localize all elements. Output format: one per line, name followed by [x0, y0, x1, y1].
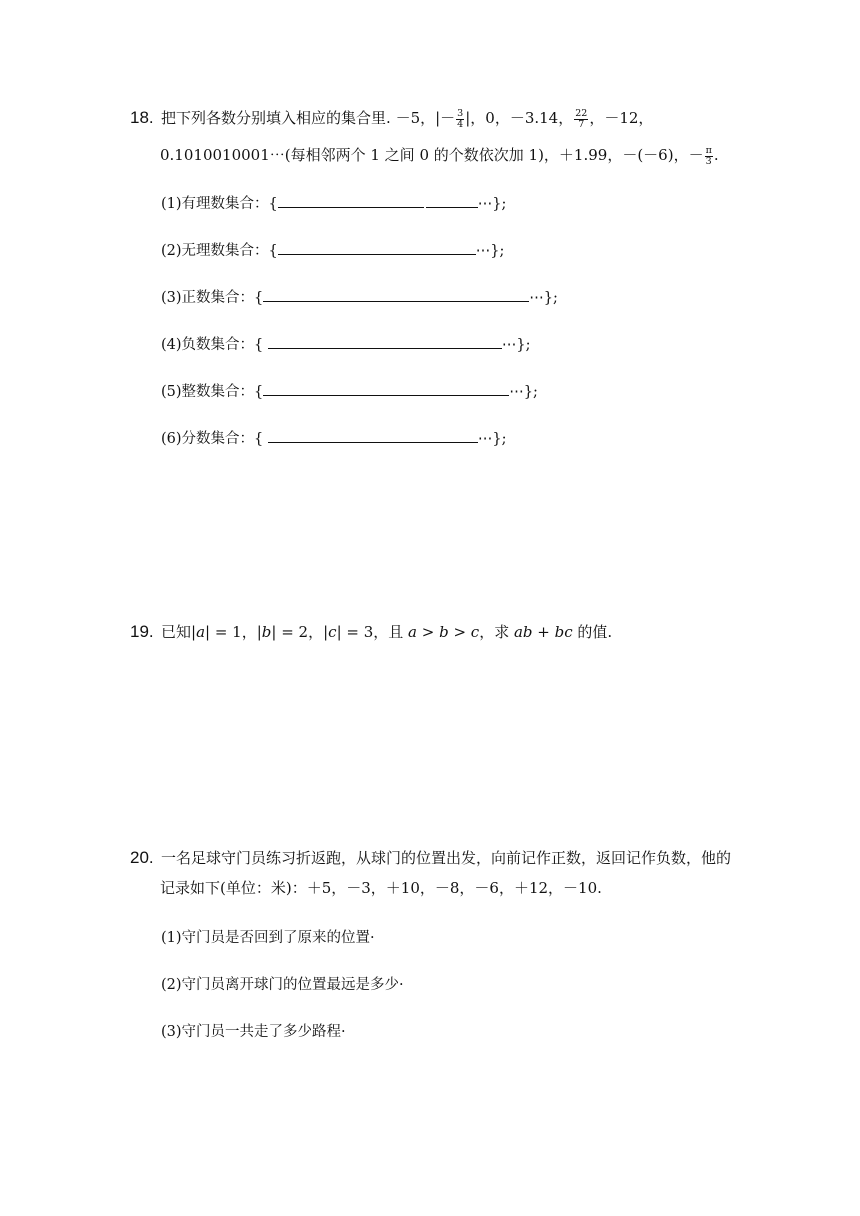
set-item-negative: (4)负数集合：{ ⋯};: [161, 333, 531, 354]
question-number: 18.: [130, 108, 154, 127]
question-text: [161, 108, 653, 130]
number-list-line2: 0.1010010001⋯(每相邻两个 1 之间 0 的个数依次加 1)，＋1.99，－(－6)，－: [160, 146, 704, 164]
set-item-fraction: (6)分数集合：{ ⋯};: [161, 427, 507, 448]
question-text: 已知|a| = 1，|b| = 2，|c| = 3，且 a > b > c，求 ab + bc 的值.: [161, 623, 613, 641]
set-item-irrational: (2)无理数集合：{ ⋯};: [161, 239, 504, 260]
question-intro: 把下列各数分别填入相应的集合里.: [161, 109, 391, 127]
expression: ab + bc: [513, 623, 573, 641]
question-number: 19.: [130, 622, 154, 641]
fraction-pi-over-3: $\frac{\pi}{3}$: [705, 144, 712, 167]
set-item-integer: (5)整数集合：{ ⋯};: [161, 380, 538, 401]
question-number: 20.: [130, 848, 154, 867]
number-list-part: |，0，－3.14，: [465, 109, 574, 127]
answer-blank[interactable]: [278, 193, 424, 208]
answer-blank[interactable]: [263, 381, 509, 396]
fraction-three-quarters: $\frac{3}{4}$: [457, 107, 464, 130]
number-list-part: －5，|－: [395, 109, 456, 127]
number-list-part: ，－12，: [589, 109, 654, 127]
inequality: a > b > c: [408, 623, 480, 641]
question-text-line2: 记录如下(单位：米)：＋5，－3，＋10，－8，－6，＋12，－10.: [160, 879, 602, 897]
answer-blank[interactable]: [263, 287, 529, 302]
set-item-rational: (1)有理数集合：{ ⋯};: [161, 192, 506, 213]
question-text-line1: 一名足球守门员练习折返跑，从球门的位置出发，向前记作正数，返回记作负数，他的: [161, 849, 732, 867]
sub-question-1: (1)守门员是否回到了原来的位置·: [161, 930, 375, 946]
set-item-positive: (3)正数集合：{ ⋯};: [161, 286, 558, 307]
sub-question-2: (2)守门员离开球门的位置最远是多少·: [161, 977, 404, 993]
sub-question-3: (3)守门员一共走了多少路程·: [161, 1024, 346, 1040]
answer-blank[interactable]: [426, 193, 478, 208]
fraction-22-over-7: $\frac{22}{7}$: [575, 107, 588, 130]
answer-blank[interactable]: [268, 334, 502, 349]
answer-blank[interactable]: [268, 428, 478, 443]
answer-blank[interactable]: [278, 240, 476, 255]
